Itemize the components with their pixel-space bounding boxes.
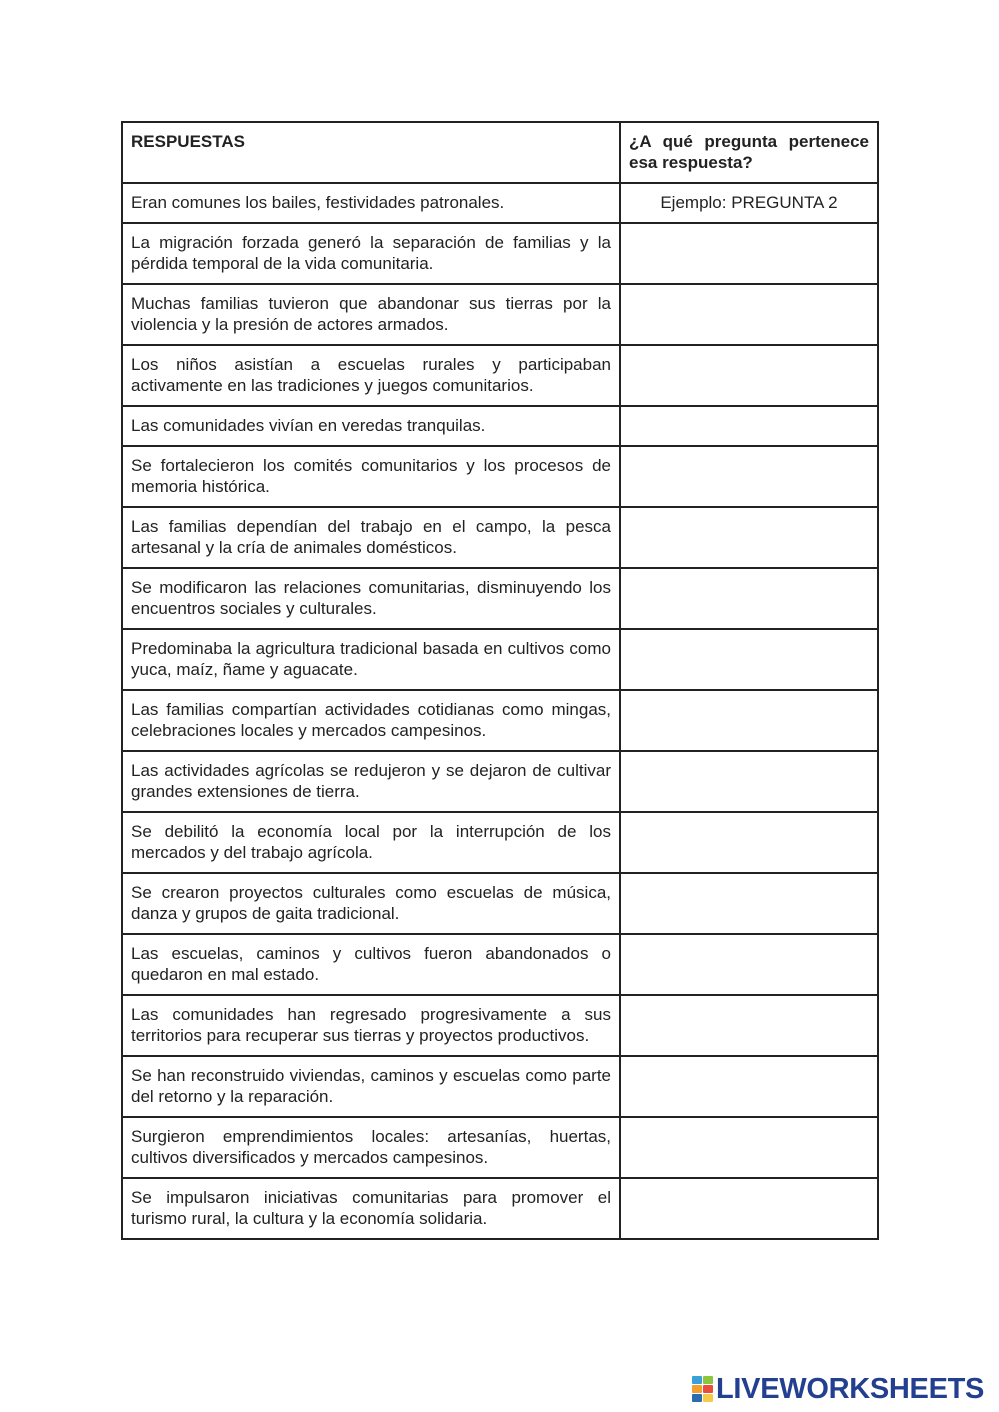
answer-field[interactable] <box>620 1117 878 1178</box>
worksheet-table <box>121 121 879 1240</box>
table-row <box>122 1178 878 1239</box>
response-text: Las escuelas, caminos y cultivos fueron abandonados o quedaron en mal estado. <box>122 934 620 995</box>
liveworksheets-logo <box>692 1374 984 1404</box>
brand-name: LIVEWORKSHEETS <box>716 1372 985 1405</box>
logo-square <box>692 1394 702 1402</box>
response-text: Los niños asistían a escuelas rurales y participaban activamente en las tradiciones y juegos comunitarios. <box>122 345 620 406</box>
answer-field[interactable] <box>620 873 878 934</box>
response-text: Las familias compartían actividades cotidianas como mingas, celebraciones locales y mercados campesinos. <box>122 690 620 751</box>
question-column-header: ¿A qué pregunta pertenece esa respuesta? <box>620 122 878 183</box>
table-row <box>122 751 878 812</box>
table-header-row <box>122 122 878 183</box>
answer-field[interactable] <box>620 446 878 507</box>
response-text: Las comunidades han regresado progresivamente a sus territorios para recuperar sus tierras y proyectos productivos. <box>122 995 620 1056</box>
table-row <box>122 1056 878 1117</box>
table-row <box>122 995 878 1056</box>
response-text: Se han reconstruido viviendas, caminos y escuelas como parte del retorno y la reparación. <box>122 1056 620 1117</box>
answer-field[interactable] <box>620 629 878 690</box>
table-row <box>122 629 878 690</box>
logo-square <box>692 1385 702 1393</box>
answer-field[interactable] <box>620 568 878 629</box>
answer-field[interactable] <box>620 690 878 751</box>
response-text: Eran comunes los bailes, festividades patronales. <box>122 183 620 223</box>
table-row <box>122 183 878 223</box>
table-row <box>122 1117 878 1178</box>
response-text: Las comunidades vivían en veredas tranquilas. <box>122 406 620 446</box>
response-text: Las familias dependían del trabajo en el campo, la pesca artesanal y la cría de animales domésticos. <box>122 507 620 568</box>
answer-field[interactable] <box>620 223 878 284</box>
response-text: Muchas familias tuvieron que abandonar sus tierras por la violencia y la presión de actores armados. <box>122 284 620 345</box>
logo-square <box>692 1376 702 1384</box>
answer-field[interactable] <box>620 284 878 345</box>
answer-field[interactable] <box>620 751 878 812</box>
logo-square <box>703 1376 713 1384</box>
response-text: Surgieron emprendimientos locales: artesanías, huertas, cultivos diversificados y mercados campesinos. <box>122 1117 620 1178</box>
response-text: Se fortalecieron los comités comunitarios y los procesos de memoria histórica. <box>122 446 620 507</box>
logo-square <box>703 1394 713 1402</box>
response-text: Se crearon proyectos culturales como escuelas de música, danza y grupos de gaita tradicional. <box>122 873 620 934</box>
answer-field[interactable] <box>620 1178 878 1239</box>
answer-field[interactable] <box>620 995 878 1056</box>
responses-column-header: RESPUESTAS <box>122 122 620 183</box>
table-row <box>122 446 878 507</box>
response-text: Las actividades agrícolas se redujeron y se dejaron de cultivar grandes extensiones de tierra. <box>122 751 620 812</box>
liveworksheets-logo-icon <box>692 1376 712 1402</box>
answer-field[interactable] <box>620 507 878 568</box>
table-row <box>122 934 878 995</box>
answer-field[interactable] <box>620 345 878 406</box>
table-row <box>122 690 878 751</box>
answer-field[interactable] <box>620 1056 878 1117</box>
response-text: Se impulsaron iniciativas comunitarias para promover el turismo rural, la cultura y la economía solidaria. <box>122 1178 620 1239</box>
table-row <box>122 873 878 934</box>
response-text: La migración forzada generó la separación de familias y la pérdida temporal de la vida comunitaria. <box>122 223 620 284</box>
answer-field[interactable] <box>620 934 878 995</box>
table-row <box>122 345 878 406</box>
answer-field[interactable]: Ejemplo: PREGUNTA 2 <box>620 183 878 223</box>
table-row <box>122 406 878 446</box>
response-text: Se modificaron las relaciones comunitarias, disminuyendo los encuentros sociales y culturales. <box>122 568 620 629</box>
table-row <box>122 812 878 873</box>
response-text: Se debilitó la economía local por la interrupción de los mercados y del trabajo agrícola. <box>122 812 620 873</box>
response-text: Predominaba la agricultura tradicional basada en cultivos como yuca, maíz, ñame y aguacate. <box>122 629 620 690</box>
table-row <box>122 507 878 568</box>
logo-square <box>703 1385 713 1393</box>
table-row <box>122 223 878 284</box>
table-row <box>122 568 878 629</box>
table-row <box>122 284 878 345</box>
answer-field[interactable] <box>620 812 878 873</box>
answer-field[interactable] <box>620 406 878 446</box>
table-body <box>122 183 878 1239</box>
